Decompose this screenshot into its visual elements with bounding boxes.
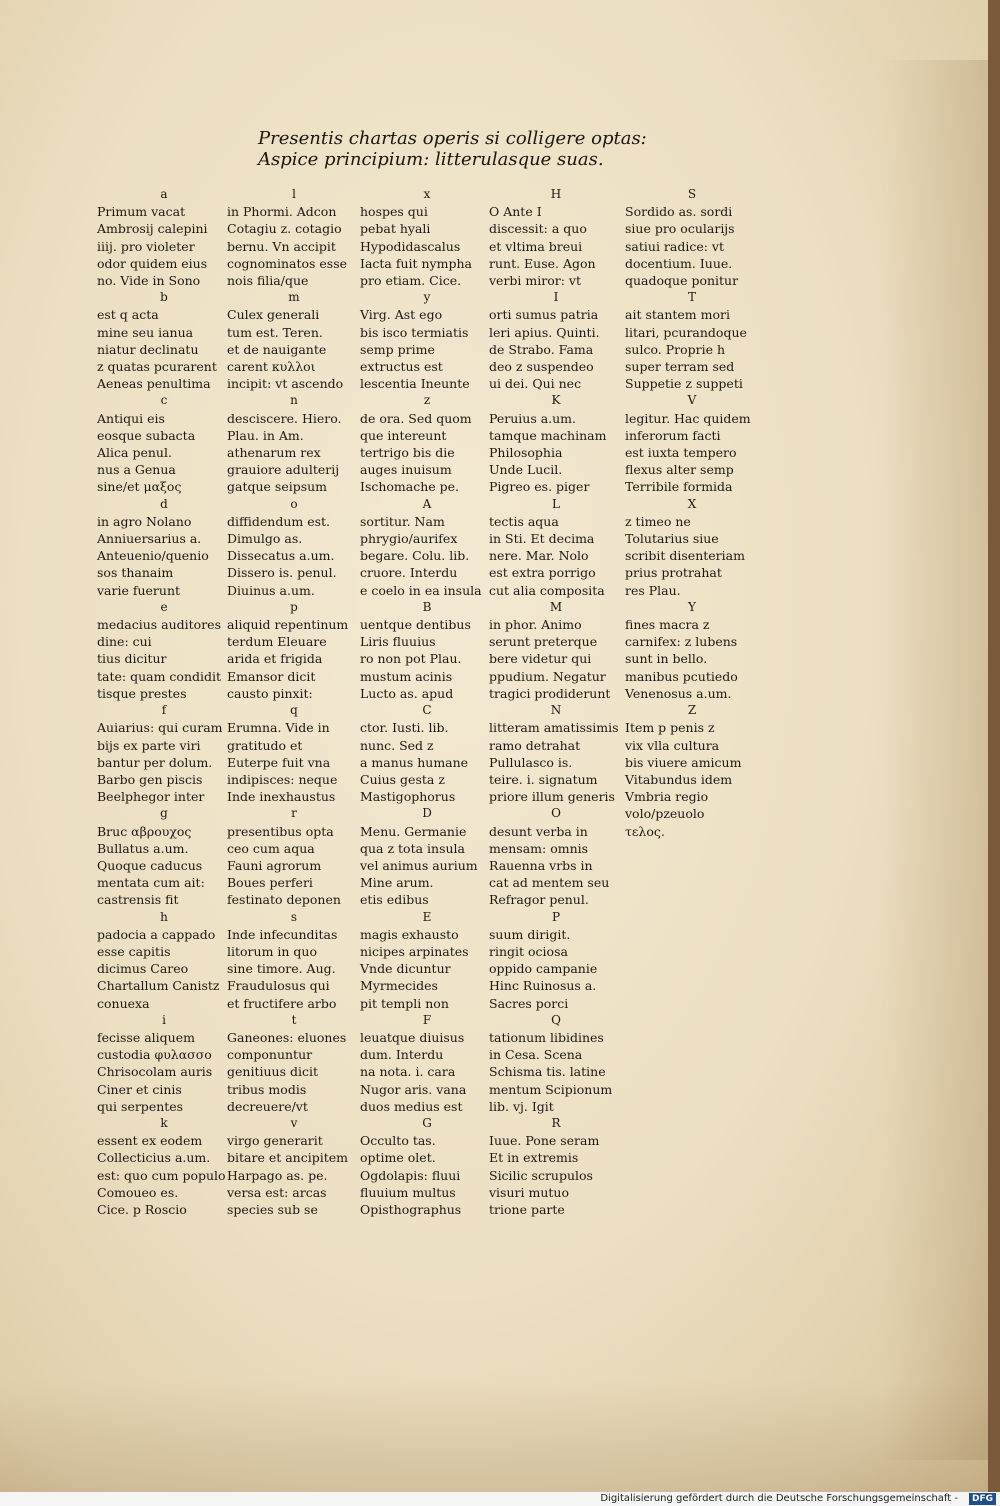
- register-line: presentibus opta: [227, 823, 334, 839]
- register-line: Boues perferi: [227, 875, 313, 891]
- register-line: dicimus Careo: [97, 961, 189, 977]
- register-line: incipit: vt ascendo: [227, 376, 344, 392]
- title-line-1: Presentis chartas operis si colligere optas:: [258, 128, 647, 149]
- register-line: Chartallum Canistz: [97, 978, 220, 994]
- register-line: bis isco termiatis: [360, 324, 469, 340]
- register-line: Primum vacat: [97, 204, 186, 220]
- register-line: priore illum generis: [489, 789, 615, 805]
- register-line: niatur declinatu: [97, 341, 199, 357]
- register-line: species sub se: [227, 1201, 318, 1217]
- section-letter: f: [161, 703, 168, 718]
- section-letter: O: [551, 806, 562, 821]
- section-letter: V: [687, 393, 698, 408]
- register-line: Erumna. Vide in: [227, 720, 330, 736]
- register-line: Auiarius: qui curam: [97, 720, 223, 736]
- section-letter: x: [423, 187, 432, 201]
- section-letter: X: [687, 496, 698, 511]
- register-line: ro non pot Plau.: [360, 651, 462, 667]
- section-letter: m: [288, 290, 301, 305]
- section-letter: p: [290, 599, 299, 614]
- section-letter: T: [687, 290, 697, 305]
- register-line: Bullatus a.um.: [97, 840, 189, 856]
- register-line: bitare et ancipitem: [227, 1150, 348, 1166]
- register-line: Dissecatus a.um.: [227, 548, 335, 564]
- register-line: mustum acinis: [360, 668, 453, 684]
- register-line: virgo generarit: [227, 1133, 323, 1149]
- register-line: Culex generali: [227, 307, 320, 323]
- register-line: Ambrosij calepini: [97, 221, 208, 237]
- digitization-footer: [0, 1492, 1000, 1506]
- register-line: tribus modis: [227, 1081, 307, 1097]
- register-line: ramo detrahat: [489, 737, 581, 753]
- register-line: Vmbria regio: [625, 789, 709, 805]
- section-letter: b: [160, 290, 169, 305]
- register-line: runt. Euse. Agon: [489, 255, 596, 271]
- register-line: tius dicitur: [97, 651, 167, 667]
- register-line: et de nauigante: [227, 341, 327, 357]
- register-line: athenarum rex: [227, 445, 321, 461]
- register-line: Schisma tis. latine: [489, 1064, 606, 1080]
- register-line: est q acta: [97, 307, 159, 323]
- register-line: sine timore. Aug.: [227, 961, 336, 977]
- register-line: nus a Genua: [97, 462, 176, 478]
- register-column-5: [625, 186, 760, 840]
- register-line: semp prime: [360, 341, 435, 357]
- register-line: causto pinxit:: [227, 685, 313, 701]
- section-letter: h: [160, 909, 169, 924]
- register-line: Plau. in Am.: [227, 427, 304, 443]
- section-letter: n: [290, 393, 299, 408]
- section-letter: Z: [687, 703, 698, 718]
- register-line: etis edibus: [360, 892, 429, 908]
- register-line: Emansor dicit: [227, 668, 316, 684]
- register-line: est extra porrigo: [489, 565, 596, 581]
- register-line: tertrigo bis die: [360, 445, 455, 461]
- register-line: serunt preterque: [489, 634, 598, 650]
- register-line: Philosophia: [489, 445, 563, 461]
- register-line: ait stantem mori: [625, 307, 730, 323]
- register-line: oppido campanie: [489, 961, 598, 977]
- section-letter: g: [160, 806, 169, 821]
- register-line: hospes qui: [360, 204, 428, 220]
- register-line: Sicilic scrupulos: [489, 1167, 593, 1183]
- register-line: desciscere. Hiero.: [227, 410, 342, 426]
- section-letter: l: [292, 187, 297, 201]
- register-line: medacius auditores: [97, 617, 221, 633]
- register-line: Et in extremis: [489, 1150, 579, 1166]
- register-line: Item p penis z: [625, 720, 715, 736]
- section-letter: E: [422, 909, 433, 924]
- register-line: vix vlla cultura: [625, 737, 720, 753]
- register-line: tectis aqua: [489, 513, 559, 529]
- section-letter: H: [550, 187, 563, 201]
- register-line: componuntur: [227, 1047, 313, 1063]
- register-line: visuri mutuo: [489, 1184, 569, 1200]
- register-line: Inde infecunditas: [227, 926, 338, 942]
- section-letter: c: [160, 393, 169, 408]
- register-line: Nugor aris. vana: [360, 1081, 467, 1097]
- register-line: tragici prodiderunt: [489, 685, 611, 701]
- page-title: [258, 128, 658, 170]
- register-line: gratitudo et: [227, 737, 303, 753]
- register-line: Anteuenio/quenio: [97, 548, 209, 564]
- register-line: carent κυλλοι: [227, 359, 316, 375]
- register-line: legitur. Hac quidem: [625, 410, 751, 426]
- register-line: fecisse aliquem: [97, 1029, 195, 1045]
- register-line: arida et frigida: [227, 651, 323, 667]
- register-line: castrensis fit: [97, 892, 179, 908]
- register-line: pebat hyali: [360, 221, 431, 237]
- register-line: Opisthographus: [360, 1201, 462, 1217]
- register-line: tate: quam condidit: [97, 668, 222, 684]
- register-line: O Ante I: [489, 204, 542, 220]
- register-line: Rauenna vrbs in: [489, 857, 593, 873]
- register-line: tisque prestes: [97, 685, 187, 701]
- register-line: Alica penul.: [97, 445, 172, 461]
- register-line: padocia a cappado: [97, 926, 216, 942]
- register-line: na nota. i. cara: [360, 1064, 456, 1080]
- section-letter: F: [422, 1012, 433, 1027]
- register-line: Mine arum.: [360, 875, 434, 891]
- register-line: docentium. Iuue.: [625, 255, 733, 271]
- register-line: Harpago as. pe.: [227, 1167, 328, 1183]
- register-line: orti sumus patria: [489, 307, 599, 323]
- dfg-logo: DFG: [969, 1493, 996, 1505]
- register-line: decreuere/vt: [227, 1098, 308, 1114]
- register-line: super terram sed: [625, 359, 735, 375]
- register-line: ctor. Iusti. lib.: [360, 720, 449, 736]
- section-letter: M: [549, 599, 564, 614]
- register-line: diffidendum est.: [227, 513, 331, 529]
- section-letter: r: [291, 806, 298, 821]
- register-line: qui serpentes: [97, 1098, 184, 1114]
- register-line: bantur per dolum.: [97, 754, 213, 770]
- register-line: qua z tota insula: [360, 840, 465, 856]
- section-letter: R: [551, 1115, 562, 1130]
- register-line: Collecticius a.um.: [97, 1150, 211, 1166]
- register-line: de ora. Sed quom: [360, 410, 472, 426]
- register-line: que intereunt: [360, 427, 447, 443]
- register-line: trione parte: [489, 1201, 565, 1217]
- register-line: tationum libidines: [489, 1029, 604, 1045]
- register-line: odor quidem eius: [97, 255, 208, 271]
- register-line: Ciner et cinis: [97, 1081, 182, 1097]
- register-line: Suppetie z suppeti: [625, 376, 743, 392]
- register-line: Iuue. Pone seram: [489, 1133, 600, 1149]
- register-line: Dimulgo as.: [227, 531, 303, 547]
- register-line: fines macra z: [625, 617, 710, 633]
- register-line: Ischomache pe.: [360, 479, 460, 495]
- register-line: esse capitis: [97, 943, 171, 959]
- register-line: mensam: omnis: [489, 840, 589, 856]
- register-line: Euterpe fuit vna: [227, 754, 331, 770]
- register-line: Beelphegor inter: [97, 789, 205, 805]
- register-line: Vnde dicuntur: [360, 961, 451, 977]
- register-line: Terribile formida: [625, 479, 733, 495]
- register-line: dine: cui: [97, 634, 152, 650]
- register-line: tum est. Teren.: [227, 324, 323, 340]
- register-column-3: [360, 186, 495, 1218]
- section-letter: D: [422, 806, 433, 821]
- register-line: Quoque caducus: [97, 857, 203, 873]
- register-line: litorum in quo: [227, 943, 317, 959]
- section-letter: i: [162, 1012, 167, 1027]
- register-line: in agro Nolano: [97, 513, 192, 529]
- register-line: litari, pcurandoque: [625, 324, 747, 340]
- register-line: Antiqui eis: [97, 410, 165, 426]
- section-letter: S: [687, 187, 698, 201]
- register-line: Hinc Ruinosus a.: [489, 978, 597, 994]
- register-line: in Phormi. Adcon: [227, 204, 337, 220]
- register-line: a manus humane: [360, 754, 469, 770]
- register-line: deo z suspendeo: [489, 359, 594, 375]
- section-letter: Q: [551, 1012, 562, 1027]
- register-line: siue pro ocularijs: [625, 221, 735, 237]
- register-line: Peruius a.um.: [489, 410, 577, 426]
- register-line: tamque machinam: [489, 427, 607, 443]
- register-line: conuexa: [97, 995, 150, 1011]
- register-line: litteram amatissimis: [489, 720, 619, 736]
- section-letter: q: [290, 703, 299, 718]
- register-line: mine seu ianua: [97, 324, 194, 340]
- register-line: festinato deponen: [227, 892, 341, 908]
- register-line: suum dirigit.: [489, 926, 571, 942]
- section-letter: z: [423, 393, 432, 408]
- register-line: terdum Eleuare: [227, 634, 327, 650]
- register-line: begare. Colu. lib.: [360, 548, 470, 564]
- register-line: ceo cum aqua: [227, 840, 315, 856]
- page-stain-bottom: [0, 1380, 992, 1492]
- register-line: Mastigophorus: [360, 789, 456, 805]
- register-line: iiij. pro violeter: [97, 238, 195, 254]
- register-line: est iuxta tempero: [625, 445, 737, 461]
- register-line: Lucto as. apud: [360, 685, 454, 701]
- register-line: auges inuisum: [360, 462, 452, 478]
- register-line: Pigreo es. piger: [489, 479, 590, 495]
- register-line: quadoque ponitur: [625, 273, 739, 289]
- register-line: scribit disenteriam: [625, 548, 745, 564]
- register-line: Occulto tas.: [360, 1133, 436, 1149]
- register-line: z timeo ne: [625, 513, 691, 529]
- book-binding-edge: [988, 0, 1000, 1492]
- register-line: uentque dentibus: [360, 617, 471, 633]
- register-line: verbi miror: vt: [489, 273, 582, 289]
- register-line: Fraudulosus qui: [227, 978, 330, 994]
- register-line: in Cesa. Scena: [489, 1047, 583, 1063]
- register-line: Fauni agrorum: [227, 857, 322, 873]
- register-line: Iacta fuit nympha: [360, 255, 472, 271]
- register-line: sortitur. Nam: [360, 513, 445, 529]
- register-line: vel animus aurium: [360, 857, 478, 873]
- section-letter: k: [160, 1115, 169, 1130]
- section-letter: C: [422, 703, 433, 718]
- register-line: custodia φυλασσο: [97, 1047, 212, 1063]
- register-line: Ogdolapis: fluui: [360, 1167, 461, 1183]
- register-line: bis viuere amicum: [625, 754, 742, 770]
- register-line: lib. vj. Igit: [489, 1098, 554, 1114]
- section-letter: A: [422, 496, 433, 511]
- register-line: genitiuus dicit: [227, 1064, 318, 1080]
- register-line: nois filia/que: [227, 273, 309, 289]
- register-line: Cuius gesta z: [360, 771, 445, 787]
- register-line: dum. Interdu: [360, 1047, 444, 1063]
- section-letter: t: [291, 1012, 298, 1027]
- register-line: cat ad mentem seu: [489, 875, 610, 891]
- register-line: sulco. Proprie h: [625, 341, 726, 357]
- register-line: leuatque diuisus: [360, 1029, 465, 1045]
- register-line: Chrisocolam auris: [97, 1064, 213, 1080]
- section-letter: K: [551, 393, 562, 408]
- register-line: Sordido as. sordi: [625, 204, 733, 220]
- register-column-4: [489, 186, 624, 1218]
- register-line: sunt in bello.: [625, 651, 708, 667]
- register-line: mentata cum ait:: [97, 875, 205, 891]
- register-line: leri apius. Quinti.: [489, 324, 600, 340]
- register-line: Dissero is. penul.: [227, 565, 337, 581]
- register-line: flexus alter semp: [625, 462, 734, 478]
- register-line: cut alia composita: [489, 582, 605, 598]
- register-line: Anniuersarius a.: [97, 531, 202, 547]
- register-line: Refragor penul.: [489, 892, 589, 908]
- register-line: Tolutarius siue: [625, 531, 719, 547]
- register-line: duos medius est: [360, 1098, 463, 1114]
- register-line: Cice. p Roscio: [97, 1201, 187, 1217]
- register-line: pro etiam. Cice.: [360, 273, 462, 289]
- register-line: bere videtur qui: [489, 651, 592, 667]
- register-line: Menu. Germanie: [360, 823, 467, 839]
- register-line: extructus est: [360, 359, 443, 375]
- section-letter: o: [290, 496, 299, 511]
- register-line: inferorum facti: [625, 427, 721, 443]
- section-letter: a: [160, 187, 169, 201]
- register-line: desunt verba in: [489, 823, 588, 839]
- register-line: τελος.: [625, 823, 665, 839]
- register-line: Pullulasco is.: [489, 754, 573, 770]
- register-line: grauiore adulterij: [227, 462, 340, 478]
- register-line: indipisces: neque: [227, 771, 338, 787]
- register-line: Inde inexhaustus: [227, 789, 336, 805]
- register-line: lescentia Ineunte: [360, 376, 470, 392]
- register-line: Unde Lucil.: [489, 462, 563, 478]
- register-line: no. Vide in Sono: [97, 273, 201, 289]
- register-line: de Strabo. Fama: [489, 341, 594, 357]
- footer-text: Digitalisierung gefördert durch die Deutsche Forschungsgemeinschaft -: [600, 1493, 958, 1504]
- register-line: prius protrahat: [625, 565, 722, 581]
- register-line: Liris fluuius: [360, 634, 436, 650]
- register-line: Venenosus a.um.: [625, 685, 732, 701]
- section-letter: d: [160, 496, 169, 511]
- register-line: z quatas pcurarent: [97, 359, 217, 375]
- section-letter: I: [553, 290, 560, 305]
- register-line: est: quo cum populo: [97, 1167, 226, 1183]
- register-line: essent ex eodem: [97, 1133, 203, 1149]
- register-line: carnifex: z lubens: [625, 634, 738, 650]
- title-line-2: Aspice principium: litterulasque suas.: [258, 149, 604, 170]
- section-letter: P: [551, 909, 562, 924]
- register-line: pit templi non: [360, 995, 449, 1011]
- register-line: ppudium. Negatur: [489, 668, 606, 684]
- section-letter: B: [422, 599, 433, 614]
- register-line: Bruc αβρουχος: [97, 823, 192, 839]
- register-line: Hypodidascalus: [360, 238, 461, 254]
- section-letter: v: [290, 1115, 299, 1130]
- section-letter: G: [422, 1115, 433, 1130]
- register-line: optime olet.: [360, 1150, 436, 1166]
- register-line: sos thanaim: [97, 565, 174, 581]
- section-letter: Y: [688, 599, 697, 614]
- register-line: Myrmecides: [360, 978, 438, 994]
- register-line: Diuinus a.um.: [227, 582, 315, 598]
- register-line: ui dei. Qui nec: [489, 376, 582, 392]
- section-letter: e: [160, 599, 169, 614]
- register-line: manibus pcutiedo: [625, 668, 738, 684]
- register-line: cruore. Interdu: [360, 565, 458, 581]
- section-letter: s: [290, 909, 299, 924]
- register-line: Cotagiu z. cotagio: [227, 221, 342, 237]
- register-line: mentum Scipionum: [489, 1081, 613, 1097]
- register-line: Barbo gen piscis: [97, 771, 203, 787]
- register-line: discessit: a quo: [489, 221, 587, 237]
- register-line: aliquid repentinum: [227, 617, 349, 633]
- register-line: Comoueo es.: [97, 1184, 179, 1200]
- register-line: magis exhausto: [360, 926, 459, 942]
- register-line: nunc. Sed z: [360, 737, 434, 753]
- register-line: teire. i. signatum: [489, 771, 598, 787]
- page-stain-right: [880, 60, 990, 1460]
- register-line: versa est: arcas: [227, 1184, 327, 1200]
- register-line: fluuium multus: [360, 1184, 456, 1200]
- register-line: nicipes arpinates: [360, 943, 469, 959]
- register-line: ringit ociosa: [489, 943, 568, 959]
- register-line: Ganeones: eluones: [227, 1029, 347, 1045]
- section-letter: N: [550, 703, 563, 718]
- section-letter: L: [552, 496, 561, 511]
- register-line: volo/pzeuolo: [625, 806, 705, 822]
- register-line: phrygio/aurifex: [360, 531, 458, 547]
- register-line: Sacres porci: [489, 995, 569, 1011]
- register-line: Vitabundus idem: [625, 771, 733, 787]
- register-line: sine/et μαξος: [97, 479, 182, 495]
- register-line: e coelo in ea insula: [360, 582, 482, 598]
- register-line: Aeneas penultima: [97, 376, 211, 392]
- register-column-1: [97, 186, 232, 1218]
- register-line: et vltima breui: [489, 238, 583, 254]
- register-line: res Plau.: [625, 582, 681, 598]
- register-line: cognominatos esse: [227, 255, 348, 271]
- register-line: satiui radice: vt: [625, 238, 725, 254]
- register-line: Virg. Ast ego: [360, 307, 443, 323]
- register-line: bernu. Vn accipit: [227, 238, 336, 254]
- register-line: eosque subacta: [97, 427, 196, 443]
- section-letter: y: [423, 290, 432, 305]
- register-line: in phor. Animo: [489, 617, 582, 633]
- register-line: bijs ex parte viri: [97, 737, 201, 753]
- register-line: nere. Mar. Nolo: [489, 548, 589, 564]
- register-line: in Sti. Et decima: [489, 531, 595, 547]
- register-line: varie fuerunt: [97, 582, 181, 598]
- register-line: gatque seipsum: [227, 479, 328, 495]
- register-column-2: [227, 186, 362, 1218]
- register-line: et fructifere arbo: [227, 995, 337, 1011]
